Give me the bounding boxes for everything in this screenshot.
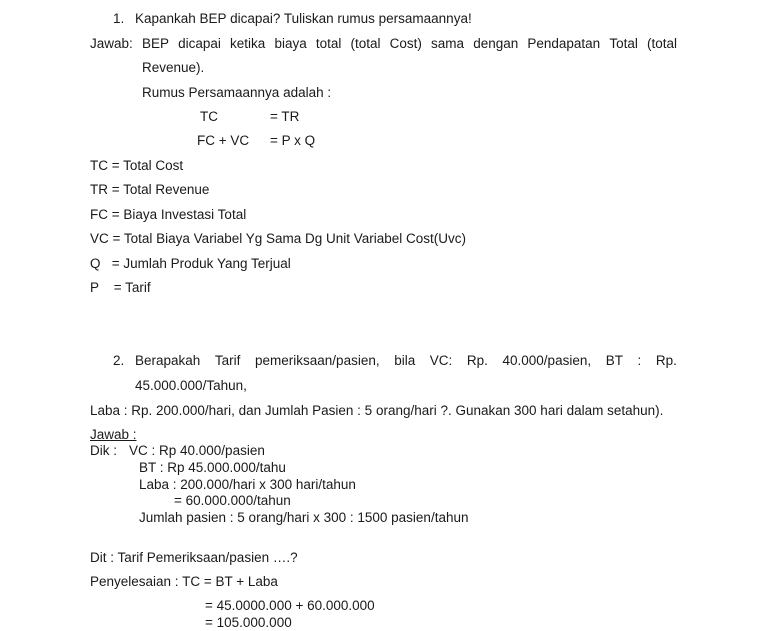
q1-answer-word: Cost) bbox=[389, 36, 422, 51]
q1-number: 1. bbox=[113, 11, 125, 26]
formula-row1-left: TC bbox=[200, 109, 218, 124]
q2-question-word: pemeriksaan/pasien, bbox=[255, 353, 380, 368]
q1-answer-label: Jawab: bbox=[90, 36, 133, 51]
q1-answer-word: Pendapatan bbox=[527, 36, 601, 51]
q2-dik-label: Dik : bbox=[90, 443, 117, 458]
q2-answer-label: Jawab : bbox=[90, 427, 137, 442]
q2-dik-laba-result: = 60.000.000/tahun bbox=[174, 493, 291, 508]
q2-question-word: Berapakah bbox=[135, 353, 201, 368]
q2-question-word: bila bbox=[394, 353, 416, 368]
q2-dik-bt: BT : Rp 45.000.000/tahu bbox=[139, 460, 286, 475]
q1-answer-word: (total bbox=[350, 36, 381, 51]
formula-row1-right: = TR bbox=[270, 109, 300, 124]
q2-solution-label: Penyelesaian : TC = BT + Laba bbox=[90, 574, 278, 589]
definition-p: P = Tarif bbox=[90, 280, 151, 295]
q2-question-word: 40.000/pasien, bbox=[502, 353, 592, 368]
q2-question-word: Tarif bbox=[214, 353, 241, 368]
q1-answer-line1 bbox=[142, 36, 677, 52]
q2-dik-vc: VC : Rp 40.000/pasien bbox=[129, 443, 265, 458]
q1-answer-word: (total bbox=[646, 36, 677, 51]
q1-answer-word: ketika bbox=[230, 36, 266, 51]
q2-dit: Dit : Tarif Pemeriksaan/pasien ….? bbox=[90, 550, 298, 565]
formula-row2-right: = P x Q bbox=[270, 133, 316, 148]
q1-answer-word: BEP bbox=[142, 36, 170, 51]
q2-solution-step1: = 45.0000.000 + 60.000.000 bbox=[205, 598, 375, 613]
q2-question-word: VC: bbox=[429, 353, 453, 368]
q2-question-word: Rp. bbox=[466, 353, 488, 368]
definition-tr: TR = Total Revenue bbox=[90, 182, 210, 197]
q1-answer-word: dicapai bbox=[178, 36, 221, 51]
q1-answer-word: Total bbox=[609, 36, 638, 51]
q2-question-word: Rp. bbox=[655, 353, 677, 368]
q2-question-line3: Laba : Rp. 200.000/hari, dan Jumlah Pasien : 5 orang/hari ?. Gunakan 300 hari dalam setahun). bbox=[90, 403, 664, 418]
q2-dik-pasien: Jumlah pasien : 5 orang/hari x 300 : 1500 pasien/tahun bbox=[139, 510, 469, 525]
q1-answer-word: dengan bbox=[473, 36, 519, 51]
q2-question-line2: 45.000.000/Tahun, bbox=[135, 378, 247, 393]
q1-question: Kapankah BEP dicapai? Tuliskan rumus persamaannya! bbox=[135, 11, 472, 26]
definition-q: Q = Jumlah Produk Yang Terjual bbox=[90, 256, 291, 271]
definition-vc: VC = Total Biaya Variabel Yg Sama Dg Unit Variabel Cost(Uvc) bbox=[90, 231, 467, 246]
q1-answer-word: biaya bbox=[274, 36, 307, 51]
q2-solution-step2: = 105.000.000 bbox=[205, 615, 292, 630]
q2-question-word: : bbox=[637, 353, 642, 368]
q1-answer-word: total bbox=[315, 36, 342, 51]
q1-formula-intro: Rumus Persamaannya adalah : bbox=[142, 85, 332, 100]
formula-row2-left: FC + VC bbox=[197, 133, 250, 148]
definition-fc: FC = Biaya Investasi Total bbox=[90, 207, 247, 222]
q2-dik-laba: Laba : 200.000/hari x 300 hari/tahun bbox=[139, 477, 356, 492]
q2-number: 2. bbox=[113, 353, 125, 368]
definition-tc: TC = Total Cost bbox=[90, 158, 184, 173]
q1-answer-word: sama bbox=[431, 36, 465, 51]
q2-question-word: BT bbox=[605, 353, 623, 368]
q2-question-line1 bbox=[135, 353, 677, 369]
q1-answer-line2: Revenue). bbox=[142, 60, 205, 75]
